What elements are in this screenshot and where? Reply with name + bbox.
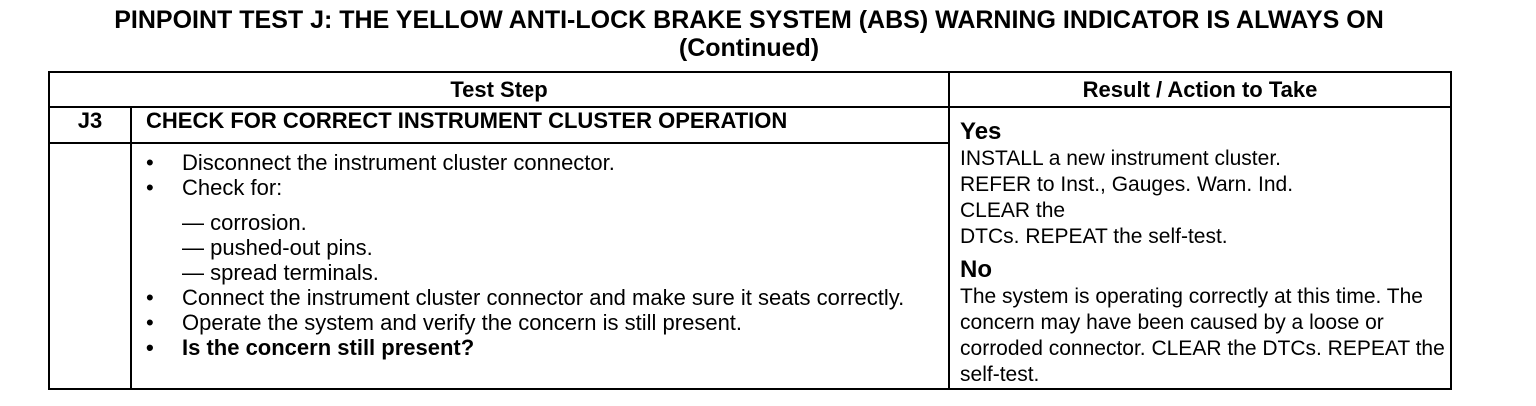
step-id: J3 bbox=[49, 107, 131, 143]
instruction-list bbox=[132, 144, 948, 360]
check-for-item: — corrosion. bbox=[182, 210, 307, 235]
yes-line: INSTALL a new instrument cluster. bbox=[960, 147, 1281, 170]
step-title: CHECK FOR CORRECT INSTRUMENT CLUSTER OPERATION bbox=[131, 107, 949, 143]
instruction-item: • Disconnect the instrument cluster connector. bbox=[132, 150, 948, 175]
instruction-question: • Is the concern still present? bbox=[132, 335, 948, 360]
step-instructions bbox=[131, 143, 949, 389]
instruction-item-label: Check for: bbox=[182, 175, 283, 200]
step-id-blank bbox=[49, 143, 131, 389]
table-header-row bbox=[49, 72, 1451, 107]
yes-line: DTCs. REPEAT the self-test. bbox=[960, 225, 1228, 248]
no-label: No bbox=[960, 256, 993, 283]
instruction-item-check-for bbox=[132, 175, 948, 285]
pinpoint-test-table bbox=[48, 71, 1452, 390]
result-action-header: Result / Action to Take bbox=[949, 72, 1451, 107]
instruction-item: • Operate the system and verify the concern is still present. bbox=[132, 310, 948, 335]
check-for-item: — spread terminals. bbox=[182, 260, 379, 285]
test-step-header: Test Step bbox=[49, 72, 949, 107]
yes-line: CLEAR the bbox=[960, 199, 1066, 222]
check-for-list bbox=[182, 210, 948, 285]
check-for-item: — pushed-out pins. bbox=[182, 235, 373, 260]
yes-label: Yes bbox=[960, 118, 1002, 145]
page-title: PINPOINT TEST J: THE YELLOW ANTI-LOCK BRAKE SYSTEM (ABS) WARNING INDICATOR IS ALWAYS ON (Continued) bbox=[114, 6, 1384, 62]
instruction-item: • Connect the instrument cluster connector and make sure it seats correctly. bbox=[132, 285, 948, 310]
yes-line: REFER to Inst., Gauges. Warn. Ind. bbox=[960, 173, 1294, 196]
step-title-row bbox=[49, 107, 1451, 143]
no-text: The system is operating correctly at this time. The concern may have been caused by a loose or corroded connector. CLEAR the DTCs. REPEAT the self-test. bbox=[960, 285, 1445, 386]
result-cell bbox=[949, 107, 1451, 389]
